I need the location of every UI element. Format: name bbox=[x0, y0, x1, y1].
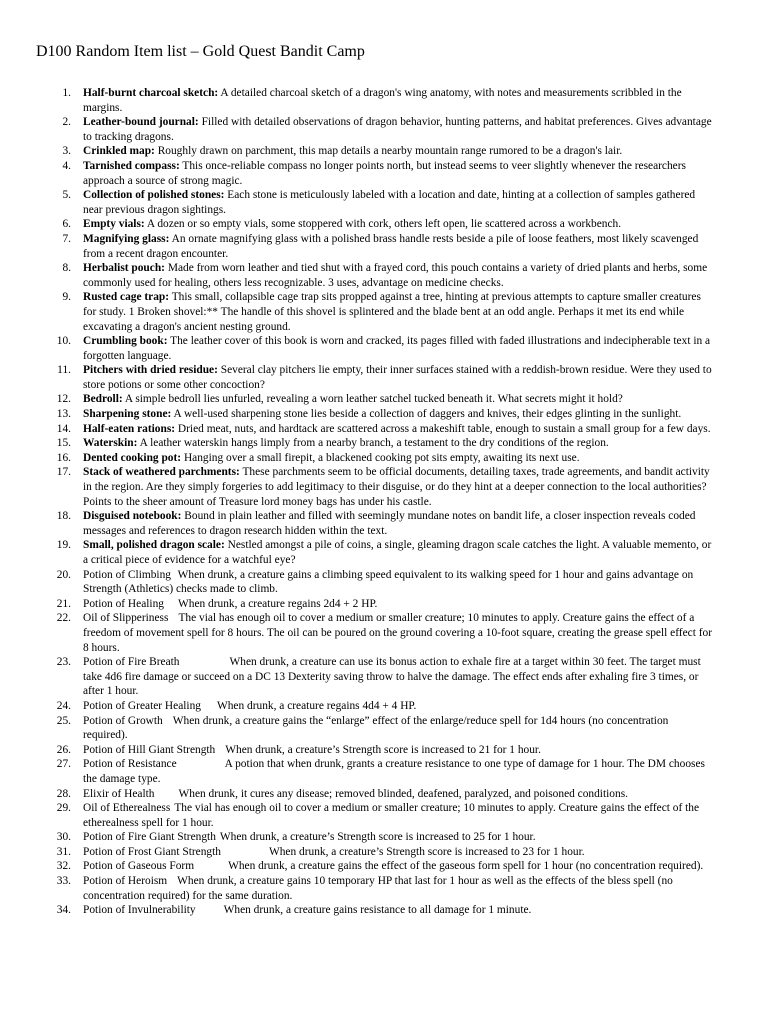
item-heading: Dented cooking pot: bbox=[83, 451, 182, 464]
item-number: 31. bbox=[56, 845, 71, 858]
list-item bbox=[0, 655, 768, 699]
item-description: Roughly drawn on parchment, this map details a nearby mountain range rumored to be a dragon's lair. bbox=[154, 145, 623, 158]
item-name: Potion of Hill Giant Strength bbox=[83, 743, 216, 756]
item-heading: Waterskin: bbox=[83, 437, 138, 450]
list-item bbox=[0, 217, 768, 232]
item-description: A potion that when drunk, grants a creature resistance to one type of damage for 1 hour. The DM chooses the damage type. bbox=[83, 758, 705, 785]
item-number: 12. bbox=[56, 393, 71, 406]
list-item bbox=[0, 538, 768, 567]
item-number: 23. bbox=[56, 656, 71, 669]
item-description: When drunk, a creature gains resistance to all damage for 1 minute. bbox=[223, 904, 532, 917]
item-description: Hanging over a small firepit, a blackened cooking pot sits empty, awaiting its next use. bbox=[181, 451, 580, 464]
item-number: 32. bbox=[56, 860, 71, 873]
item-number: 9. bbox=[62, 291, 71, 304]
item-heading: Empty vials: bbox=[83, 218, 145, 231]
item-description: A dozen or so empty vials, some stoppered with cork, others left open, lie scattered across a workbench. bbox=[144, 218, 622, 231]
list-item bbox=[0, 714, 768, 743]
item-name: Potion of Fire Giant Strength bbox=[83, 831, 216, 844]
item-heading: Sharpening stone: bbox=[83, 408, 172, 421]
list-item bbox=[0, 611, 768, 655]
item-heading: Tarnished compass: bbox=[83, 159, 180, 172]
item-description: A well-used sharpening stone lies beside a collection of daggers and knives, their edges glinting in the sunlight. bbox=[171, 408, 682, 421]
item-description: When drunk, a creature’s Strength score is increased to 23 for 1 hour. bbox=[268, 845, 585, 858]
item-description: Each stone is meticulously labeled with a location and date, hinting at a collection of samples gathered near previous dragon sightings. bbox=[83, 189, 696, 216]
item-name: Potion of Invulnerability bbox=[83, 904, 196, 917]
item-description: When drunk, a creature regains 4d4 + 4 HP. bbox=[216, 699, 417, 712]
item-heading: Herbalist pouch: bbox=[83, 262, 165, 275]
item-name: Potion of Climbing bbox=[83, 568, 171, 581]
list-item bbox=[0, 845, 768, 860]
item-heading: Half-burnt charcoal sketch: bbox=[83, 87, 219, 99]
item-heading: Half-eaten rations: bbox=[83, 422, 176, 435]
item-name: Potion of Frost Giant Strength bbox=[83, 845, 221, 858]
item-description: When drunk, a creature gains the effect of the gaseous form spell for 1 hour (no concentration required). bbox=[228, 860, 704, 873]
item-number: 7. bbox=[62, 232, 71, 245]
item-name: Potion of Healing bbox=[83, 597, 164, 610]
item-number: 33. bbox=[56, 875, 71, 888]
item-name: Potion of Resistance bbox=[83, 758, 177, 771]
item-heading: Rusted cage trap: bbox=[83, 291, 170, 304]
item-heading: Crinkled map: bbox=[83, 145, 155, 158]
list-item bbox=[0, 86, 768, 115]
item-heading: Bedroll: bbox=[83, 393, 123, 406]
item-number: 2. bbox=[62, 116, 71, 129]
list-item bbox=[0, 232, 768, 261]
item-description: Dried meat, nuts, and hardtack are scattered across a makeshift table, enough to sustain a small group for a few days. bbox=[175, 422, 711, 435]
list-item bbox=[0, 363, 768, 392]
item-number: 20. bbox=[56, 568, 71, 581]
item-heading: Crumbling book: bbox=[83, 335, 168, 348]
item-number: 19. bbox=[56, 539, 71, 552]
item-description: Made from worn leather and tied shut with a frayed cord, this pouch contains a variety of dried plants and herbs, some commonly used for healing, others less recognizable. 3 uses, advantage on medicine checks. bbox=[83, 262, 708, 289]
list-item bbox=[0, 188, 768, 217]
item-heading: Small, polished dragon scale: bbox=[83, 539, 225, 552]
item-description: These parchments seem to be official documents, detailing taxes, trade agreements, and bandit activity in the region. Are they simply forgeries to add legitimacy to their disguise, or do they hint at a deeper connection to the local authorities? Points to the sheer amount of Treasure lord money bags has under his castle. bbox=[83, 466, 710, 508]
list-item bbox=[0, 436, 768, 451]
item-name: Oil of Etherealness bbox=[83, 802, 171, 815]
list-item bbox=[0, 159, 768, 188]
item-list bbox=[0, 86, 768, 918]
item-heading: Pitchers with dried residue: bbox=[83, 364, 218, 377]
item-number: 13. bbox=[56, 408, 71, 421]
item-number: 27. bbox=[56, 758, 71, 771]
item-description: When drunk, a creature’s Strength score is increased to 25 for 1 hour. bbox=[219, 831, 536, 844]
item-description: When drunk, a creature regains 2d4 + 2 HP. bbox=[178, 597, 378, 610]
list-item bbox=[0, 334, 768, 363]
item-number: 11. bbox=[57, 364, 71, 377]
list-item bbox=[0, 801, 768, 830]
item-number: 24. bbox=[56, 699, 71, 712]
list-item bbox=[0, 422, 768, 437]
item-description: This once-reliable compass no longer points north, but instead seems to veer slightly whenever the researchers approach a source of strong magic. bbox=[83, 159, 686, 187]
list-item bbox=[0, 144, 768, 159]
item-number: 15. bbox=[56, 437, 71, 450]
list-item bbox=[0, 290, 768, 334]
item-number: 28. bbox=[56, 787, 71, 800]
item-number: 29. bbox=[56, 802, 71, 815]
item-name: Potion of Heroism bbox=[83, 875, 168, 888]
item-description: A simple bedroll lies unfurled, revealing a worn leather satchel tucked beneath it. What secrets might it hold? bbox=[122, 393, 623, 406]
list-item bbox=[0, 874, 768, 903]
item-description: When drunk, a creature’s Strength score is increased to 21 for 1 hour. bbox=[225, 743, 541, 756]
item-number: 25. bbox=[56, 714, 71, 727]
item-number: 34. bbox=[56, 904, 71, 917]
item-name: Potion of Greater Healing bbox=[83, 699, 201, 712]
item-number: 26. bbox=[56, 743, 71, 756]
item-number: 17. bbox=[56, 466, 71, 479]
item-description: Several clay pitchers lie empty, their inner surfaces stained with a reddish-brown residue. Were they used to store potions or some other concoction? bbox=[83, 364, 712, 391]
item-number: 16. bbox=[56, 451, 71, 464]
item-name: Potion of Gaseous Form bbox=[83, 860, 195, 873]
list-item bbox=[0, 568, 768, 597]
list-item bbox=[0, 699, 768, 714]
item-description: The vial has enough oil to cover a medium or smaller creature; 10 minutes to apply. Creature gains the effect of the etherealness spell for 1 hour. bbox=[83, 802, 700, 829]
list-item bbox=[0, 597, 768, 612]
list-item bbox=[0, 787, 768, 802]
item-description: Bound in plain leather and filled with seemingly mundane notes on bandit life, a closer inspection reveals coded messages and references to dragon research hidden within the text. bbox=[83, 510, 696, 537]
list-item bbox=[0, 903, 768, 918]
item-number: 5. bbox=[62, 189, 71, 202]
item-number: 4. bbox=[62, 159, 71, 172]
item-number: 18. bbox=[56, 510, 71, 523]
item-description: The vial has enough oil to cover a medium or smaller creature; 10 minutes to apply. Creature gains the effect of a freedom of movement spell for 8 hours. The oil can be poured on the ground covering a 10-foot square, creating the grease spell effect for 8 hours. bbox=[83, 612, 713, 654]
item-number: 21. bbox=[56, 597, 71, 610]
list-item bbox=[0, 509, 768, 538]
list-item bbox=[0, 451, 768, 466]
item-name: Potion of Growth bbox=[83, 714, 163, 727]
item-heading: Collection of polished stones: bbox=[83, 189, 225, 202]
item-number: 8. bbox=[62, 262, 71, 275]
list-item bbox=[0, 743, 768, 758]
item-description: Nestled amongst a pile of coins, a single, gleaming dragon scale catches the light. A valuable memento, or a critical piece of evidence for a watchful eye? bbox=[83, 539, 712, 566]
item-description: When drunk, it cures any disease; removed blinded, deafened, paralyzed, and poisoned conditions. bbox=[178, 787, 628, 800]
item-description: When drunk, a creature gains 10 temporary HP that last for 1 hour as well as the effects of the bless spell (no concentration required) for the same duration. bbox=[83, 875, 673, 902]
item-description: A leather waterskin hangs limply from a nearby branch, a testament to the dry conditions of the region. bbox=[137, 437, 609, 450]
item-number: 1. bbox=[62, 87, 71, 99]
item-heading: Disguised notebook: bbox=[83, 510, 182, 523]
list-item bbox=[0, 830, 768, 845]
item-description: The leather cover of this book is worn and cracked, its pages filled with faded illustrations and indecipherable text in a forgotten language. bbox=[83, 335, 711, 362]
list-item bbox=[0, 859, 768, 874]
list-item bbox=[0, 465, 768, 509]
item-description: Filled with detailed observations of dragon behavior, hunting patterns, and habitat preferences. Gives advantage to tracking dragons. bbox=[83, 116, 712, 143]
item-name: Elixir of Health bbox=[83, 787, 155, 800]
item-description: A detailed charcoal sketch of a dragon's wing anatomy, with notes and measurements scribbled in the margins. bbox=[83, 87, 682, 114]
item-heading: Stack of weathered parchments: bbox=[83, 466, 240, 479]
list-item bbox=[0, 261, 768, 290]
item-number: 3. bbox=[62, 145, 71, 158]
item-name: Potion of Fire Breath bbox=[83, 656, 180, 669]
list-item bbox=[0, 407, 768, 422]
item-description: When drunk, a creature gains a climbing speed equivalent to its walking speed for 1 hour and gains advantage on Strength (Athletics) checks made to climb. bbox=[83, 568, 694, 596]
item-number: 10. bbox=[56, 335, 71, 348]
item-description: This small, collapsible cage trap sits propped against a tree, hinting at previous attempts to capture smaller creatures for study. 1 Broken shovel:** The handle of this shovel is splintered and the blade bent at an odd angle. Perhaps it met its end while excavating a dragon's ancient nesting ground. bbox=[83, 291, 701, 333]
list-item bbox=[0, 115, 768, 144]
list-item bbox=[0, 757, 768, 786]
item-description: When drunk, a creature gains the “enlarge” effect of the enlarge/reduce spell for 1d4 hours (no concentration required). bbox=[83, 714, 669, 742]
item-number: 30. bbox=[56, 831, 71, 844]
item-number: 14. bbox=[56, 422, 71, 435]
item-name: Oil of Slipperiness bbox=[83, 612, 169, 625]
item-heading: Magnifying glass: bbox=[83, 232, 170, 245]
item-description: An ornate magnifying glass with a polished brass handle rests beside a pile of loose feathers, most likely scavenged from a recent dragon encounter. bbox=[83, 232, 699, 260]
item-number: 6. bbox=[62, 218, 71, 231]
page-title: D100 Random Item list – Gold Quest Bandit Camp bbox=[36, 43, 365, 60]
item-heading: Leather-bound journal: bbox=[83, 116, 199, 129]
item-number: 22. bbox=[56, 612, 71, 625]
list-item bbox=[0, 392, 768, 407]
item-description: When drunk, a creature can use its bonus action to exhale fire at a target within 30 feet. The target must take 4d6 fire damage or succeed on a DC 13 Dexterity saving throw to halve the damage. The effect ends after exhaling fire 3 times, or after 1 hour. bbox=[83, 656, 701, 698]
